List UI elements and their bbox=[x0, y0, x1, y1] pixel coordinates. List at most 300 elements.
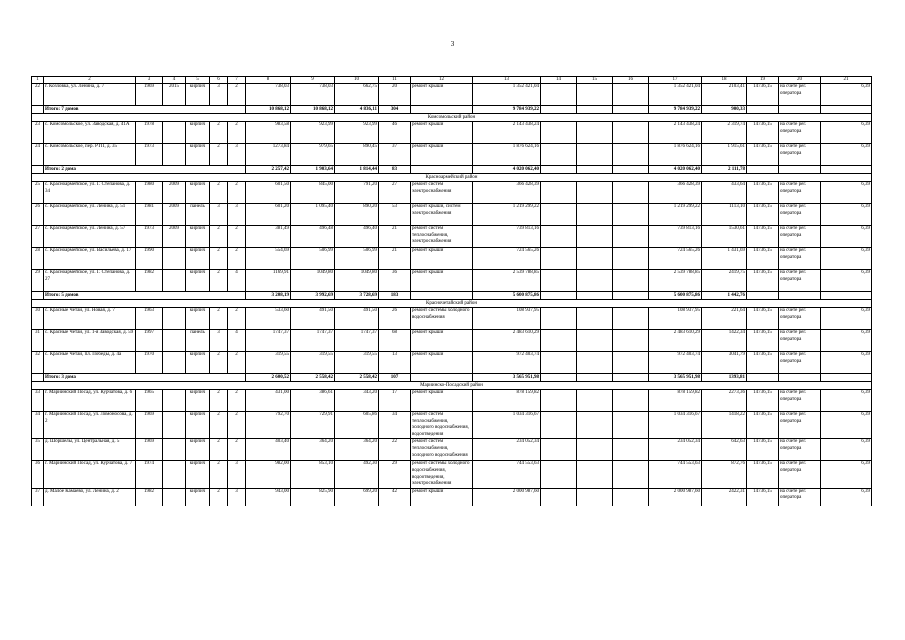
table-row bbox=[32, 412, 872, 439]
empty-cell bbox=[32, 374, 44, 382]
repair-cost: 2 539 788,85 bbox=[473, 270, 541, 292]
repair-cost: 2 483 610,29 bbox=[473, 330, 541, 352]
entrances: 2 bbox=[228, 390, 246, 412]
year-renovated bbox=[163, 390, 186, 412]
year-renovated bbox=[163, 122, 186, 144]
min-fee: 6,39 bbox=[821, 439, 872, 461]
empty-cell bbox=[577, 390, 613, 412]
empty-cell bbox=[411, 106, 473, 114]
column-number: 21 bbox=[821, 77, 872, 84]
repair-cost: 366 428,39 bbox=[473, 182, 541, 204]
floors: 3 bbox=[210, 84, 228, 106]
subtotal-row bbox=[32, 374, 872, 382]
wall-material: кирпич bbox=[186, 352, 210, 374]
cost-per-sqm: 221,64 bbox=[702, 308, 747, 330]
total-cost: 724 565,26 bbox=[649, 248, 702, 270]
table-row bbox=[32, 461, 872, 488]
year-renovated bbox=[163, 330, 186, 352]
total-cost: 1 352 421,04 bbox=[649, 84, 702, 106]
entrances: 2 bbox=[228, 248, 246, 270]
fund-method: на счете рег. оператора bbox=[779, 488, 821, 506]
entrances: 2 bbox=[228, 122, 246, 144]
subtotal-cost-per-sqm: 900,33 bbox=[702, 106, 747, 114]
table-row bbox=[32, 248, 872, 270]
cost-per-sqm: 1530,61 bbox=[702, 226, 747, 248]
total-cost: 2 539 788,85 bbox=[649, 270, 702, 292]
repair-cost: 972 403,74 bbox=[473, 352, 541, 374]
table-row bbox=[32, 439, 872, 461]
row-number: 34 bbox=[32, 412, 44, 439]
cost-limit: 14736,15 bbox=[747, 270, 779, 292]
min-fee: 6,39 bbox=[821, 330, 872, 352]
min-fee: 6,39 bbox=[821, 461, 872, 488]
min-fee: 6,39 bbox=[821, 248, 872, 270]
living-area: 386,61 bbox=[291, 390, 335, 412]
owned-area: 491,50 bbox=[335, 308, 379, 330]
subtotal-cost-per-sqm: 1 442,76 bbox=[702, 292, 747, 300]
min-fee: 6,39 bbox=[821, 308, 872, 330]
column-number: 17 bbox=[649, 77, 702, 84]
address: с. Красноармейское, ул. Васильева, д. 17 bbox=[44, 248, 136, 270]
entrances: 3 bbox=[228, 204, 246, 226]
total-cost: 1 876 624,16 bbox=[649, 144, 702, 166]
cost-per-sqm: 1113,10 bbox=[702, 204, 747, 226]
year-renovated bbox=[163, 144, 186, 166]
living-area: 738,03 bbox=[291, 84, 335, 106]
wall-material: кирпич bbox=[186, 308, 210, 330]
wall-material: кирпич bbox=[186, 144, 210, 166]
cost-limit: 14736,15 bbox=[747, 488, 779, 506]
row-number: 30 bbox=[32, 308, 44, 330]
address: с. Красноармейское, ул. Ленина, д. 57 bbox=[44, 226, 136, 248]
min-fee: 6,39 bbox=[821, 122, 872, 144]
wall-material: кирпич bbox=[186, 412, 210, 439]
floors: 2 bbox=[210, 182, 228, 204]
min-fee: 6,39 bbox=[821, 390, 872, 412]
subtotal-label: Итого: 7 домов bbox=[44, 106, 246, 114]
residents: 13 bbox=[379, 352, 411, 374]
repair-cost: 234 052,34 bbox=[473, 439, 541, 461]
total-cost: 366 428,39 bbox=[649, 182, 702, 204]
page-number: 3 bbox=[450, 40, 455, 48]
empty-cell bbox=[577, 144, 613, 166]
entrances: 2 bbox=[228, 182, 246, 204]
empty-cell bbox=[577, 374, 613, 382]
total-area: 601,50 bbox=[246, 182, 291, 204]
year-built: 1969 bbox=[136, 84, 163, 106]
row-number: 31 bbox=[32, 330, 44, 352]
min-fee: 6,39 bbox=[821, 84, 872, 106]
owned-area: 923,99 bbox=[335, 122, 379, 144]
wall-material: кирпич bbox=[186, 488, 210, 506]
repair-work: ремонт систем теплоснабжения, электроснабжения bbox=[411, 226, 473, 248]
subtotal-total-area: 2 600,52 bbox=[246, 374, 291, 382]
living-area: 1747,37 bbox=[291, 330, 335, 352]
living-area: 853,10 bbox=[291, 461, 335, 488]
district-name: Красноармейский район bbox=[32, 174, 872, 182]
empty-cell bbox=[577, 226, 613, 248]
cost-limit: 14736,15 bbox=[747, 439, 779, 461]
row-number: 37 bbox=[32, 488, 44, 506]
repair-cost: 739 813,16 bbox=[473, 226, 541, 248]
subtotal-residents: 183 bbox=[379, 292, 411, 300]
fund-method: на счете рег. оператора bbox=[779, 412, 821, 439]
residents: 22 bbox=[379, 439, 411, 461]
row-number: 36 bbox=[32, 461, 44, 488]
residents: 20 bbox=[379, 84, 411, 106]
min-fee: 6,39 bbox=[821, 226, 872, 248]
wall-material: кирпич bbox=[186, 270, 210, 292]
subtotal-cost: 5 600 875,86 bbox=[473, 292, 541, 300]
year-built: 1980 bbox=[136, 182, 163, 204]
empty-cell bbox=[613, 390, 649, 412]
entrances: 2 bbox=[228, 308, 246, 330]
total-area: 982,00 bbox=[246, 461, 291, 488]
subtotal-total-area: 10 868,12 bbox=[246, 106, 291, 114]
address: с. Комсомольское, ул. Заводская, д. 41А bbox=[44, 122, 136, 144]
cost-per-sqm: 2419,75 bbox=[702, 270, 747, 292]
min-fee: 6,39 bbox=[821, 182, 872, 204]
floors: 3 bbox=[210, 330, 228, 352]
subtotal-cost: 9 784 939,22 bbox=[473, 106, 541, 114]
subtotal-cost: 3 565 951,98 bbox=[473, 374, 541, 382]
address: с. Красные Четаи, пл. Победы, д. 4а bbox=[44, 352, 136, 374]
floors: 3 bbox=[210, 204, 228, 226]
total-cost: 744 553,63 bbox=[649, 461, 702, 488]
entrances: 3 bbox=[228, 144, 246, 166]
subtotal-cost-per-sqm: 1393,81 bbox=[702, 374, 747, 382]
repair-cost: 1 876 624,16 bbox=[473, 144, 541, 166]
subtotal-owned-area: 1 814,44 bbox=[335, 166, 379, 174]
fund-method: на счете рег. оператора bbox=[779, 352, 821, 374]
repair-cost: 2 000 987,60 bbox=[473, 488, 541, 506]
table-row bbox=[32, 144, 872, 166]
cost-limit: 14736,15 bbox=[747, 330, 779, 352]
cost-per-sqm: 1 431,69 bbox=[702, 248, 747, 270]
total-cost: 972 403,74 bbox=[649, 352, 702, 374]
empty-cell bbox=[541, 166, 577, 174]
entrances: 4 bbox=[228, 270, 246, 292]
cost-limit: 14736,15 bbox=[747, 352, 779, 374]
empty-cell bbox=[747, 292, 779, 300]
empty-cell bbox=[613, 412, 649, 439]
empty-cell bbox=[541, 122, 577, 144]
empty-cell bbox=[541, 248, 577, 270]
empty-cell bbox=[541, 330, 577, 352]
year-renovated bbox=[163, 308, 186, 330]
year-built: 1997 bbox=[136, 330, 163, 352]
empty-cell bbox=[821, 292, 872, 300]
district-name: Мариинско-Посадский район bbox=[32, 382, 872, 390]
row-number: 25 bbox=[32, 182, 44, 204]
repair-cost: 1 219 299,22 bbox=[473, 204, 541, 226]
wall-material: панель bbox=[186, 204, 210, 226]
empty-cell bbox=[577, 106, 613, 114]
owned-area: 496,40 bbox=[335, 226, 379, 248]
empty-cell bbox=[411, 166, 473, 174]
district-row bbox=[32, 174, 872, 182]
empty-cell bbox=[577, 182, 613, 204]
subtotal-total-area: 2 257,42 bbox=[246, 166, 291, 174]
cost-per-sqm: 1 915,61 bbox=[702, 144, 747, 166]
repair-cost: 1 352 421,04 bbox=[473, 84, 541, 106]
living-area: 729,91 bbox=[291, 412, 335, 439]
floors: 2 bbox=[210, 412, 228, 439]
table-row bbox=[32, 330, 872, 352]
year-built: 1974 bbox=[136, 461, 163, 488]
column-number: 15 bbox=[577, 77, 613, 84]
empty-cell bbox=[577, 84, 613, 106]
total-cost: 739 813,16 bbox=[649, 226, 702, 248]
year-renovated bbox=[163, 352, 186, 374]
empty-cell bbox=[541, 308, 577, 330]
total-area: 792,70 bbox=[246, 412, 291, 439]
owned-area: 699,20 bbox=[335, 488, 379, 506]
residents: 21 bbox=[379, 248, 411, 270]
column-number: 16 bbox=[613, 77, 649, 84]
owned-area: 343,20 bbox=[335, 390, 379, 412]
empty-cell bbox=[747, 106, 779, 114]
subtotal-total-cost: 5 600 875,86 bbox=[649, 292, 702, 300]
fund-method: на счете рег. оператора bbox=[779, 248, 821, 270]
empty-cell bbox=[32, 166, 44, 174]
wall-material: кирпич bbox=[186, 226, 210, 248]
district-name: Комсомольский район bbox=[32, 114, 872, 122]
cost-per-sqm: 872,76 bbox=[702, 461, 747, 488]
address: д. Малое Камаево, ул. Ленина, д. 2 bbox=[44, 488, 136, 506]
year-renovated: 2009 bbox=[163, 204, 186, 226]
empty-cell bbox=[32, 106, 44, 114]
residents: 36 bbox=[379, 270, 411, 292]
subtotal-living-area: 1 903,64 bbox=[291, 166, 335, 174]
column-number: 5 bbox=[186, 77, 210, 84]
empty-cell bbox=[541, 412, 577, 439]
empty-cell bbox=[577, 166, 613, 174]
empty-cell bbox=[577, 122, 613, 144]
year-built: 1973 bbox=[136, 226, 163, 248]
floors: 2 bbox=[210, 144, 228, 166]
empty-cell bbox=[613, 84, 649, 106]
living-area: 1 095,40 bbox=[291, 204, 335, 226]
year-built: 1978 bbox=[136, 122, 163, 144]
year-built: 1982 bbox=[136, 270, 163, 292]
total-area: 319,55 bbox=[246, 352, 291, 374]
address: с. Красноармейское, ул. Г. Степанова, д. 27 bbox=[44, 270, 136, 292]
address: г. Мариинский Посад, ул. Ломоносова, д. 2 bbox=[44, 412, 136, 439]
address: с. Красноармейское, ул. Ленина, д. 51 bbox=[44, 204, 136, 226]
year-renovated: 2015 bbox=[163, 84, 186, 106]
subtotal-residents: 107 bbox=[379, 374, 411, 382]
cost-limit: 14736,15 bbox=[747, 84, 779, 106]
empty-cell bbox=[821, 166, 872, 174]
empty-cell bbox=[541, 144, 577, 166]
floors: 2 bbox=[210, 488, 228, 506]
owned-area: 890,45 bbox=[335, 144, 379, 166]
empty-cell bbox=[613, 204, 649, 226]
table-row bbox=[32, 390, 872, 412]
floors: 2 bbox=[210, 352, 228, 374]
empty-cell bbox=[613, 144, 649, 166]
table-row bbox=[32, 226, 872, 248]
year-renovated: 2009 bbox=[163, 226, 186, 248]
total-area: 738,03 bbox=[246, 84, 291, 106]
cost-per-sqm: 3041,79 bbox=[702, 352, 747, 374]
address: г. Мариинский Посад, ул. Курчатова, д. 7 bbox=[44, 461, 136, 488]
owned-area: 890,20 bbox=[335, 204, 379, 226]
table-row bbox=[32, 308, 872, 330]
total-area: 533,60 bbox=[246, 308, 291, 330]
floors: 2 bbox=[210, 439, 228, 461]
total-area: 1273,84 bbox=[246, 144, 291, 166]
year-built: 1970 bbox=[136, 352, 163, 374]
column-number: 13 bbox=[473, 77, 541, 84]
owned-area: 605,86 bbox=[335, 412, 379, 439]
column-number: 19 bbox=[747, 77, 779, 84]
subtotal-row bbox=[32, 106, 872, 114]
subtotal-total-cost: 3 565 951,98 bbox=[649, 374, 702, 382]
capital-repair-table bbox=[31, 76, 872, 506]
repair-work: ремонт крыши bbox=[411, 248, 473, 270]
entrances: 2 bbox=[228, 439, 246, 461]
repair-work: ремонт систем теплоснабжения, холодного водоснабжения bbox=[411, 439, 473, 461]
fund-method: на счете рег. оператора bbox=[779, 204, 821, 226]
total-area: 601,20 bbox=[246, 204, 291, 226]
empty-cell bbox=[411, 292, 473, 300]
repair-cost: 744 553,63 bbox=[473, 461, 541, 488]
repair-work: ремонт крыши bbox=[411, 352, 473, 374]
living-area: 979,65 bbox=[291, 144, 335, 166]
empty-cell bbox=[747, 374, 779, 382]
year-built: 1969 bbox=[136, 412, 163, 439]
entrances: 4 bbox=[228, 330, 246, 352]
subtotal-cost-per-sqm: 2 111,78 bbox=[702, 166, 747, 174]
cost-per-sqm: 2103,41 bbox=[702, 84, 747, 106]
empty-cell bbox=[779, 106, 821, 114]
residents: 53 bbox=[379, 204, 411, 226]
wall-material: кирпич bbox=[186, 390, 210, 412]
subtotal-total-cost: 9 784 939,22 bbox=[649, 106, 702, 114]
empty-cell bbox=[577, 308, 613, 330]
table-row bbox=[32, 488, 872, 506]
entrances: 2 bbox=[228, 412, 246, 439]
residents: 21 bbox=[379, 226, 411, 248]
empty-cell bbox=[577, 204, 613, 226]
subtotal-total-area: 3 208,19 bbox=[246, 292, 291, 300]
address: с. Красные Четаи, ул. Новая, д. 7 bbox=[44, 308, 136, 330]
year-built: 1969 bbox=[136, 439, 163, 461]
empty-cell bbox=[541, 374, 577, 382]
subtotal-label: Итого: 3 дома bbox=[44, 374, 246, 382]
column-number: 10 bbox=[335, 77, 379, 84]
district-row bbox=[32, 382, 872, 390]
total-cost: 1 219 299,22 bbox=[649, 204, 702, 226]
entrances: 3 bbox=[228, 461, 246, 488]
repair-cost: 108 937,95 bbox=[473, 308, 541, 330]
fund-method: на счете рег. оператора bbox=[779, 390, 821, 412]
column-number: 18 bbox=[702, 77, 747, 84]
owned-area: 791,20 bbox=[335, 182, 379, 204]
year-built: 1990 bbox=[136, 248, 163, 270]
total-cost: 2 143 438,24 bbox=[649, 122, 702, 144]
wall-material: кирпич bbox=[186, 439, 210, 461]
empty-cell bbox=[613, 308, 649, 330]
fund-method: на счете рег. оператора bbox=[779, 439, 821, 461]
floors: 2 bbox=[210, 248, 228, 270]
empty-cell bbox=[577, 270, 613, 292]
year-built: 1965 bbox=[136, 390, 163, 412]
owned-area: 662,75 bbox=[335, 84, 379, 106]
empty-cell bbox=[613, 270, 649, 292]
subtotal-residents: 304 bbox=[379, 106, 411, 114]
cost-limit: 14736,15 bbox=[747, 144, 779, 166]
total-cost: 878 159,82 bbox=[649, 390, 702, 412]
empty-cell bbox=[541, 84, 577, 106]
fund-method: на счете рег. оператора bbox=[779, 330, 821, 352]
entrances: 3 bbox=[228, 488, 246, 506]
empty-cell bbox=[541, 352, 577, 374]
empty-cell bbox=[577, 488, 613, 506]
row-number: 22 bbox=[32, 84, 44, 106]
fund-method: на счете рег. оператора bbox=[779, 461, 821, 488]
repair-cost: 2 143 438,24 bbox=[473, 122, 541, 144]
empty-cell bbox=[779, 374, 821, 382]
subtotal-living-area: 2 558,42 bbox=[291, 374, 335, 382]
fund-method: на счете рег. оператора bbox=[779, 122, 821, 144]
empty-cell bbox=[613, 122, 649, 144]
living-area: 506,99 bbox=[291, 248, 335, 270]
column-number-row bbox=[32, 77, 872, 84]
empty-cell bbox=[613, 226, 649, 248]
empty-cell bbox=[613, 248, 649, 270]
row-number: 33 bbox=[32, 390, 44, 412]
residents: 68 bbox=[379, 330, 411, 352]
wall-material: панель bbox=[186, 330, 210, 352]
fund-method: на счете рег. оператора bbox=[779, 308, 821, 330]
empty-cell bbox=[779, 166, 821, 174]
total-cost: 234 052,34 bbox=[649, 439, 702, 461]
repair-work: ремонт крыши bbox=[411, 144, 473, 166]
address: г. Козловка, ул. Ленина, д. 7 bbox=[44, 84, 136, 106]
floors: 2 bbox=[210, 461, 228, 488]
subtotal-owned-area: 3 728,69 bbox=[335, 292, 379, 300]
entrances: 2 bbox=[228, 84, 246, 106]
empty-cell bbox=[541, 106, 577, 114]
floors: 2 bbox=[210, 308, 228, 330]
cost-limit: 14736,15 bbox=[747, 226, 779, 248]
entrances: 2 bbox=[228, 226, 246, 248]
empty-cell bbox=[577, 292, 613, 300]
total-area: 381,49 bbox=[246, 226, 291, 248]
min-fee: 6,39 bbox=[821, 488, 872, 506]
floors: 2 bbox=[210, 390, 228, 412]
empty-cell bbox=[613, 488, 649, 506]
row-number: 24 bbox=[32, 144, 44, 166]
subtotal-cost: 4 020 062,40 bbox=[473, 166, 541, 174]
owned-area: 506,99 bbox=[335, 248, 379, 270]
residents: 46 bbox=[379, 122, 411, 144]
total-cost: 1 034 316,67 bbox=[649, 412, 702, 439]
repair-work: ремонт системы холодного водоснабжения bbox=[411, 308, 473, 330]
table-row bbox=[32, 84, 872, 106]
empty-cell bbox=[779, 292, 821, 300]
empty-cell bbox=[541, 226, 577, 248]
empty-cell bbox=[613, 374, 649, 382]
min-fee: 6,39 bbox=[821, 352, 872, 374]
row-number: 29 bbox=[32, 270, 44, 292]
empty-cell bbox=[613, 439, 649, 461]
empty-cell bbox=[613, 166, 649, 174]
row-number: 35 bbox=[32, 439, 44, 461]
